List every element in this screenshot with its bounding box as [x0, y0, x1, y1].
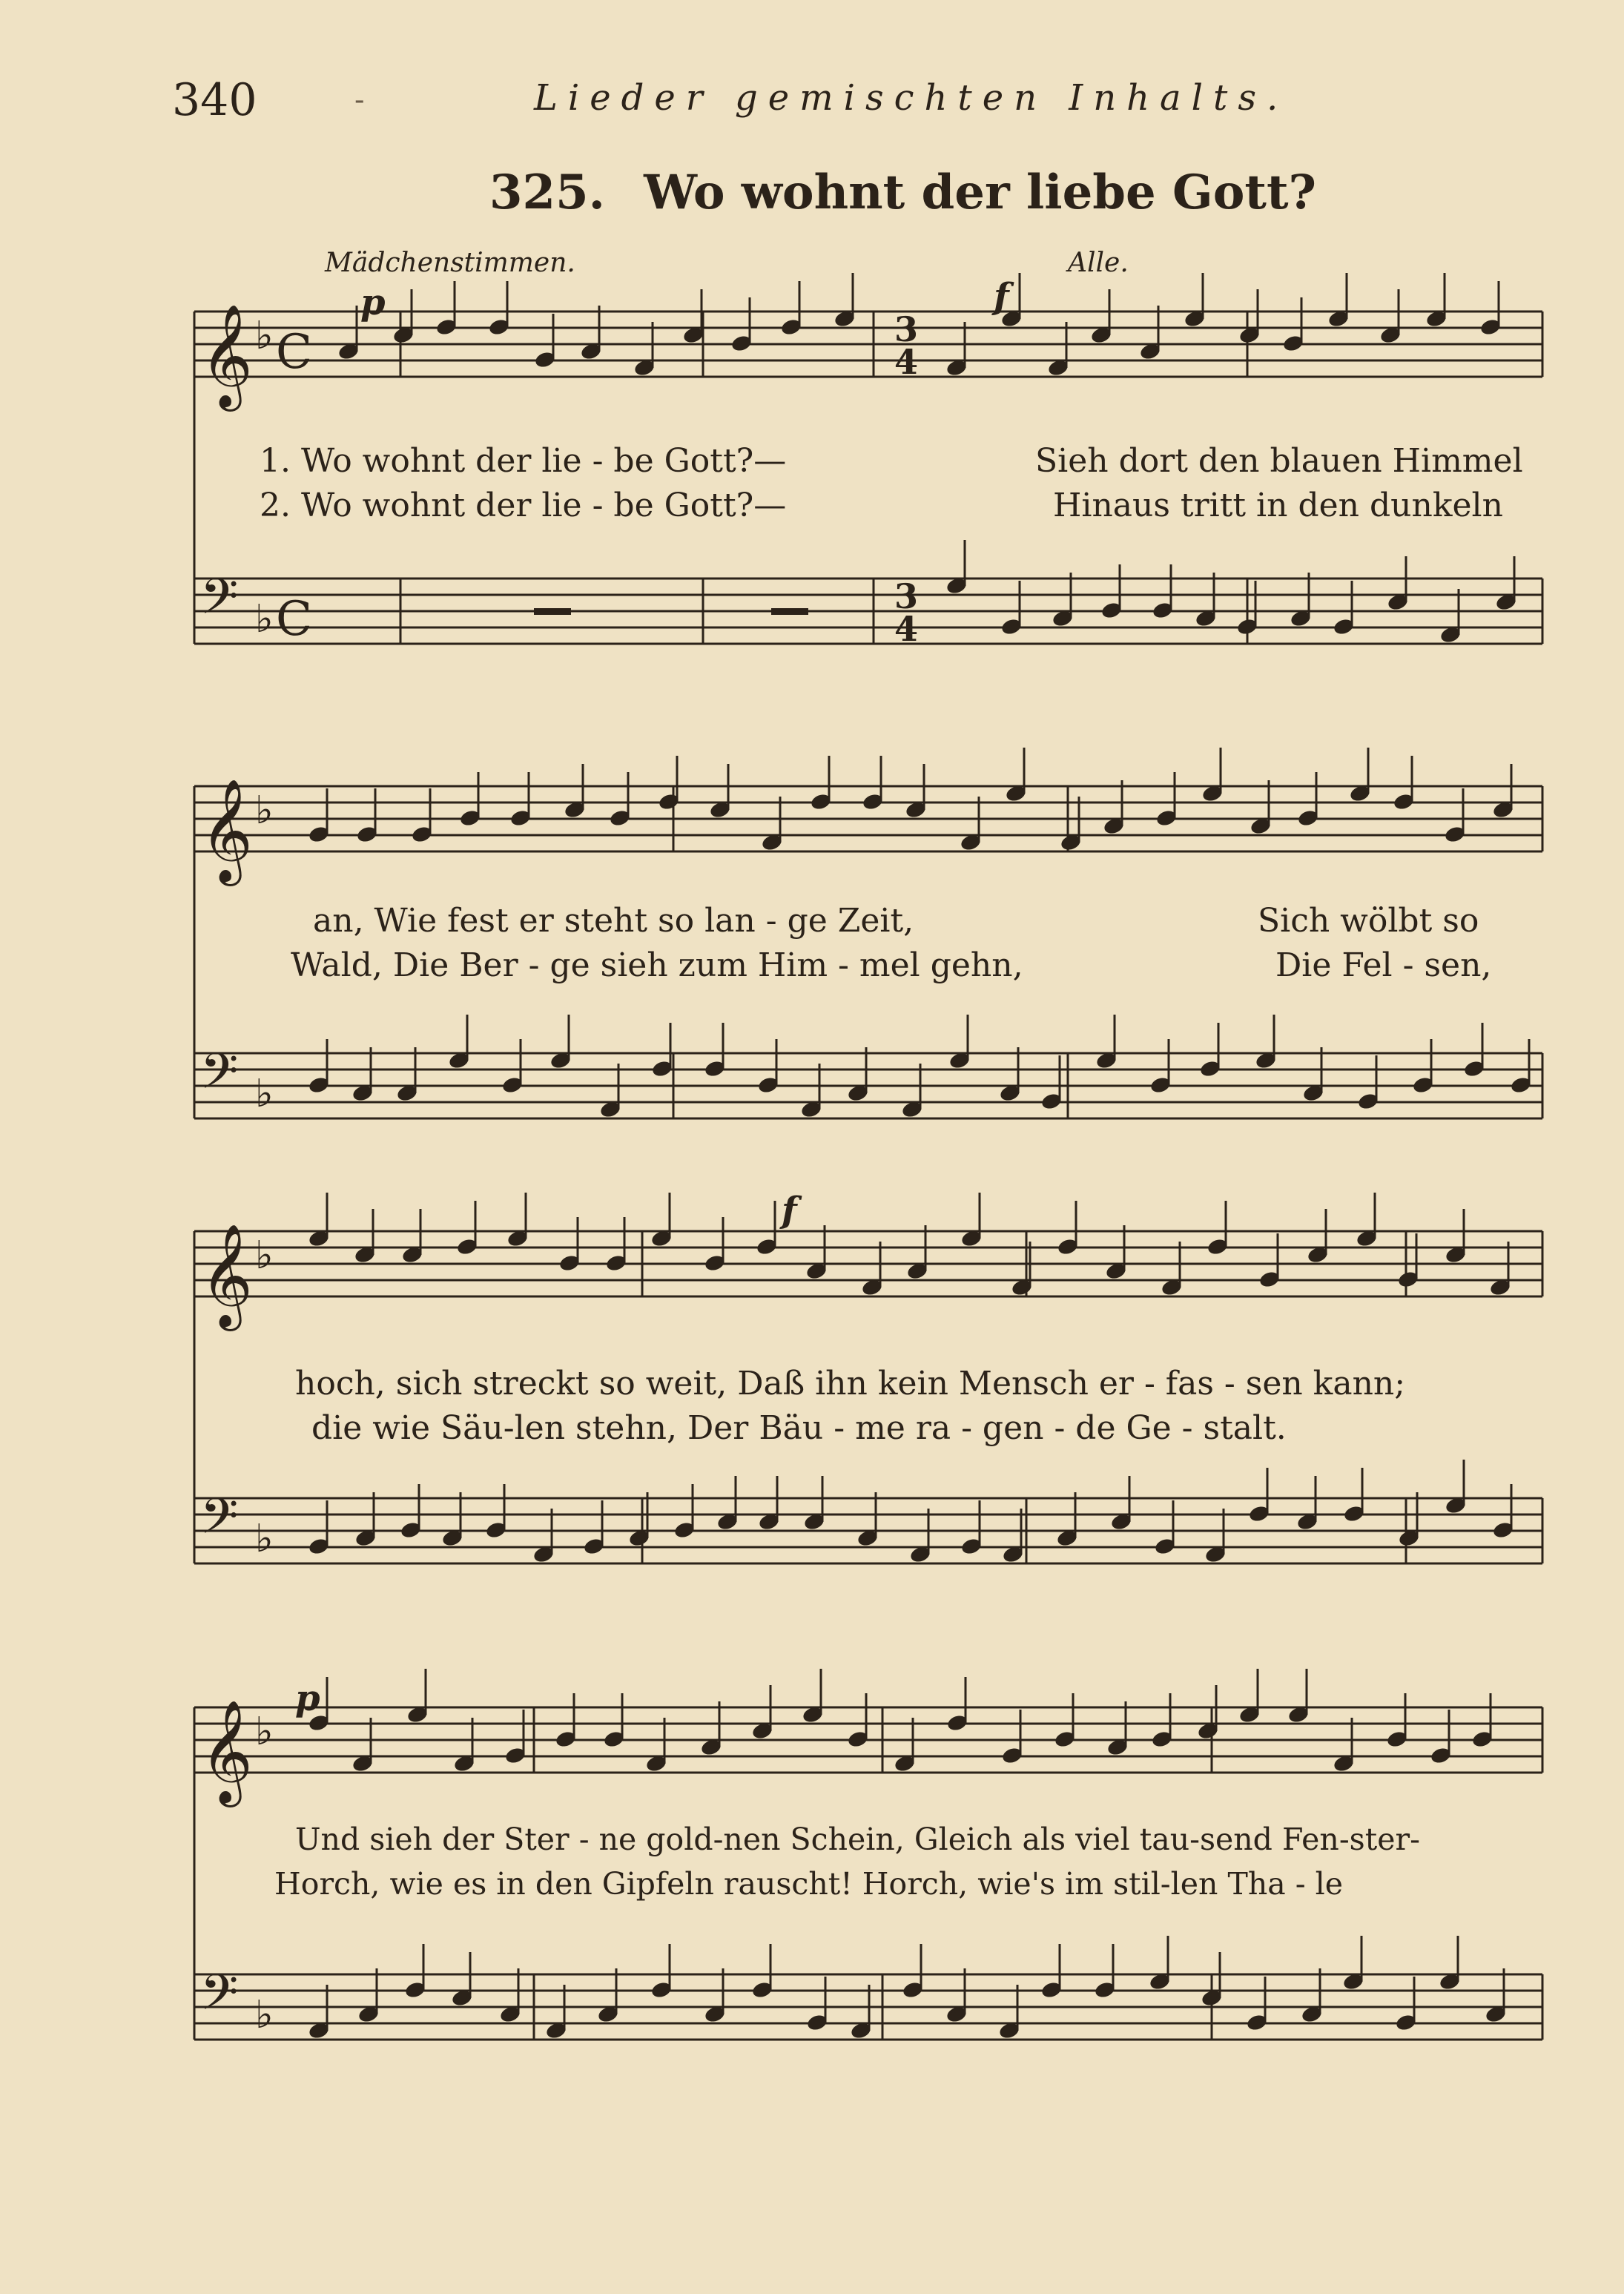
lyric-s2-v2-b: Die Fel - sen, — [1275, 946, 1492, 984]
bass-notes — [945, 540, 1518, 645]
bass-clef-icon: 𝄢 — [200, 1488, 239, 1557]
time-signature-bottom: 4 — [894, 609, 919, 649]
treble-notes — [337, 273, 856, 378]
lyric-s4-v1: Und sieh der Ster - ne gold-nen Schein, Gleich als viel tau-send Fen-ster- — [295, 1822, 1420, 1857]
bass-notes — [308, 1936, 1508, 2040]
flat-icon: ♭ — [255, 1993, 274, 2037]
dynamic-f-first: f — [994, 276, 1009, 317]
time-signature-bottom: 4 — [894, 342, 919, 382]
lyric-s2-v1-b: Sich wölbt so — [1258, 902, 1479, 940]
lyric-s1-v1-a: 1. Wo wohnt der lie - be Gott?— — [260, 442, 787, 480]
lyric-s1-v2-a: 2. Wo wohnt der lie - be Gott?— — [260, 487, 787, 524]
song-title — [489, 165, 1316, 220]
treble-clef-icon: 𝄞 — [200, 1224, 253, 1327]
header-dash: - — [354, 83, 365, 117]
common-time-icon: C — [276, 592, 312, 647]
lyric-s3-v2: die wie Säu-len stehn, Der Bäu - me ra - gen - de Ge - stalt. — [311, 1409, 1287, 1447]
treble-notes — [308, 748, 1515, 852]
running-head: Lieder gemischten Inhalts. — [534, 77, 1289, 119]
song-number: 325. — [489, 165, 605, 220]
flat-icon: ♭ — [255, 1233, 274, 1278]
lyric-s1-v2-b: Hinaus tritt in den dunkeln — [1053, 487, 1503, 524]
dynamic-p-second: p — [295, 1678, 320, 1719]
bass-notes — [308, 1460, 1515, 1564]
time-signature-top: 3 — [894, 309, 919, 349]
bass-clef-icon: 𝄢 — [200, 1964, 239, 2033]
marking-all: Alle. — [1068, 248, 1129, 278]
flat-icon: ♭ — [255, 788, 274, 833]
treble-clef-icon: 𝄞 — [200, 779, 253, 882]
lyric-s1-v1-b: Sieh dort den blauen Himmel — [1035, 442, 1523, 480]
common-time-icon: C — [276, 325, 312, 380]
treble-clef-icon: 𝄞 — [200, 1700, 253, 1803]
song-title-text: Wo wohnt der liebe Gott? — [644, 165, 1316, 220]
bass-clef-icon: 𝄢 — [200, 1043, 239, 1112]
flat-icon: ♭ — [255, 314, 274, 358]
marking-girls-voices: Mädchenstimmen. — [325, 248, 575, 278]
bass-staff — [194, 579, 1542, 644]
page-number: 340 — [172, 74, 257, 126]
lyric-s4-v2: Horch, wie es in den Gipfeln rauscht! Horch, wie's im stil-len Tha - le — [274, 1866, 1343, 1902]
rest-icon — [534, 608, 571, 615]
rest-icon — [771, 608, 808, 615]
bass-clef-icon: 𝄢 — [200, 568, 239, 637]
treble-clef-icon: 𝄞 — [200, 304, 253, 407]
time-signature-top: 3 — [894, 576, 919, 616]
lyric-s2-v2-a: Wald, Die Ber - ge sieh zum Him - mel gehn, — [291, 946, 1023, 984]
bass-notes — [308, 1015, 1533, 1119]
bass-staff — [194, 1498, 1542, 1563]
treble-notes — [308, 1193, 1512, 1297]
flat-icon: ♭ — [255, 597, 274, 642]
bass-staff — [194, 1053, 1542, 1118]
flat-icon: ♭ — [255, 1072, 274, 1116]
treble-notes — [945, 273, 1502, 378]
treble-notes — [308, 1669, 1494, 1773]
lyric-s2-v1-a: an, Wie fest er steht so lan - ge Zeit, — [313, 902, 914, 940]
treble-staff — [194, 786, 1542, 851]
dynamic-p-first: p — [360, 282, 386, 323]
flat-icon: ♭ — [255, 1517, 274, 1561]
dynamic-f-second: f — [782, 1190, 797, 1231]
lyric-s3-v1: hoch, sich streckt so weit, Daß ihn kein Mensch er - fas - sen kann; — [295, 1365, 1406, 1403]
flat-icon: ♭ — [255, 1710, 274, 1754]
